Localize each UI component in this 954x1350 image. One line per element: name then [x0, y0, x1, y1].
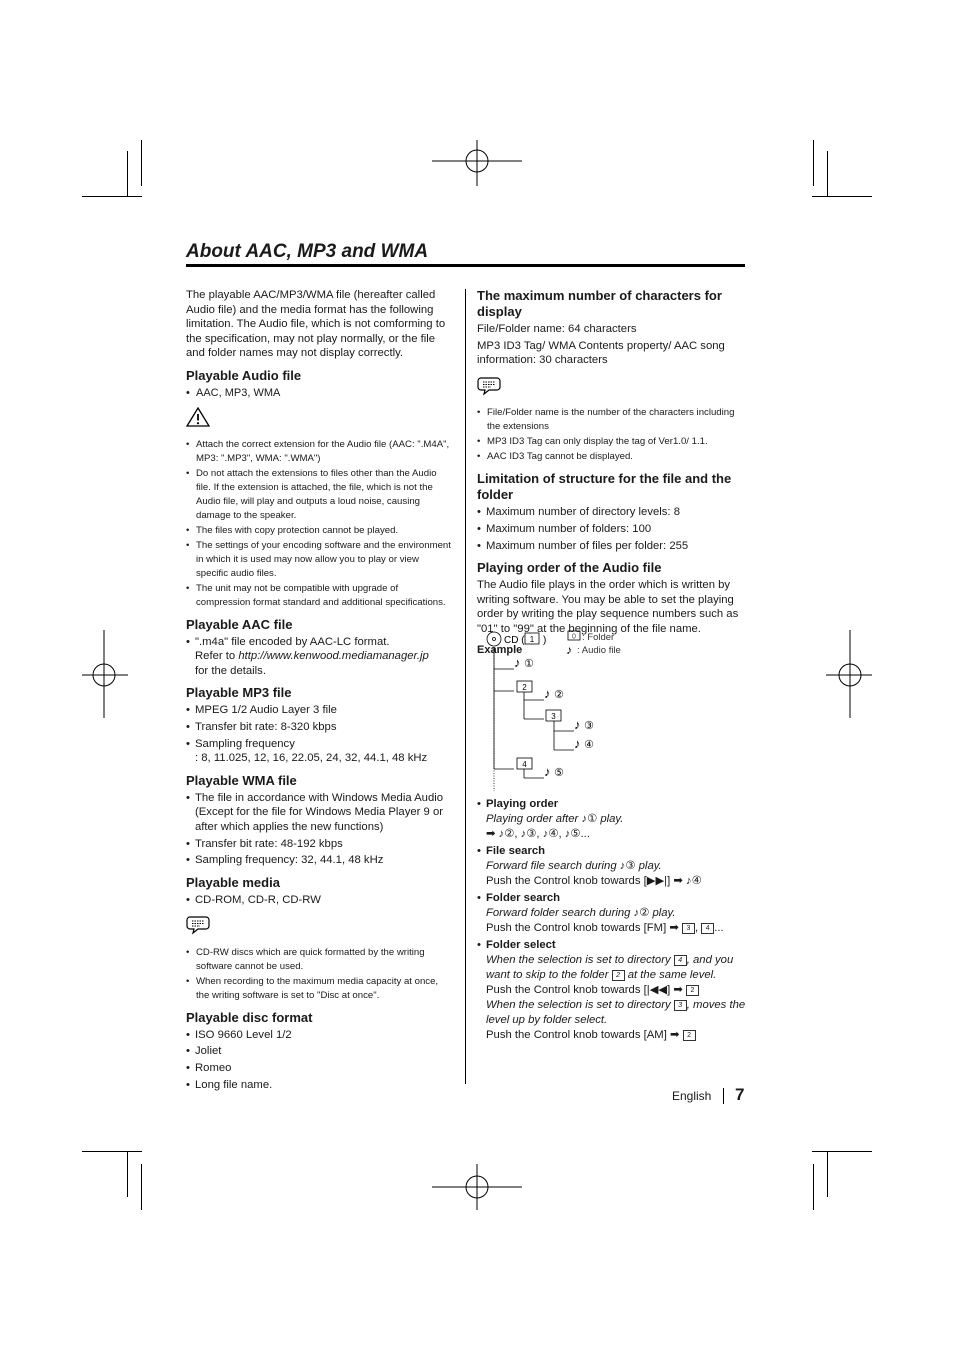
list-item: • CD-RW discs which are quick formatted by the writing software cannot be used. [186, 946, 452, 974]
legend-folder: : Folder [582, 632, 615, 643]
music-note-icon: ♪ [514, 655, 521, 670]
max-chars-line2: MP3 ID3 Tag/ WMA Contents property/ AAC song information: 30 characters [477, 339, 725, 367]
list-item: • Attach the correct extension for the Audio file (AAC: ".M4A", MP3: ".MP3", WMA: ".WMA") [186, 438, 452, 466]
svg-text:②: ② [554, 689, 564, 701]
media-list [186, 893, 452, 908]
warning-icon [186, 407, 210, 432]
heading-playable-mp3-file: Playable MP3 file [186, 685, 292, 701]
right-column [477, 288, 747, 659]
note-icon [186, 915, 210, 940]
music-note-icon: ♪ [544, 764, 551, 779]
crop-mark [813, 140, 814, 186]
list-item: • AAC, MP3, WMA [186, 386, 452, 400]
list-item: • AAC ID3 Tag cannot be displayed. [477, 450, 747, 464]
list-item: • Maximum number of folders: 100 [477, 522, 747, 537]
registration-mark-right [826, 628, 872, 720]
list-item: • Folder search Forward folder search during ♪② play. Push the Control knob towards [FM] ➡ 3 , 4 ... [477, 891, 752, 936]
list-item: • File search Forward file search during ♪③ play. Push the Control knob towards [▶▶|] ➡ ♪④ [477, 844, 752, 889]
page-number: 7 [735, 1085, 745, 1104]
list-item [186, 635, 452, 679]
crop-mark [812, 1151, 872, 1152]
heading-playable-audio-file: Playable Audio file [186, 367, 302, 383]
registration-mark-top [430, 140, 524, 186]
footer-divider [723, 1088, 724, 1104]
folder-icon: 2 [686, 985, 699, 996]
list-item: • Sampling frequency: 32, 44.1, 48 kHz [186, 853, 452, 868]
root-close: ) [543, 635, 547, 646]
crop-mark [827, 151, 828, 197]
warning-list [186, 438, 452, 610]
svg-text:2: 2 [522, 683, 527, 692]
list-item: • The file in accordance with Windows Media Audio (Except for the file for Windows Media Player 9 or after which applies the new functions) [186, 791, 452, 835]
playing-order-text: The Audio file plays in the order which is written by writing software. You may be able to set the playing order by writing the play sequence numbers such as "01" to "99" at the beginning of the file name. [477, 579, 739, 635]
list-item: • Joliet [186, 1044, 452, 1059]
heading-playable-media: Playable media [186, 874, 280, 890]
left-column [186, 288, 452, 1094]
note-icon [477, 376, 501, 401]
registration-mark-bottom [430, 1164, 524, 1210]
svg-text:③: ③ [584, 720, 594, 732]
heading-limitation-structure: Limitation of structure for the file and the folder [477, 471, 732, 503]
list-item: • File/Folder name is the number of the characters including the extensions [477, 406, 747, 434]
audio-file-list [186, 386, 452, 400]
file-search-label: • File search [486, 845, 546, 857]
crop-mark [82, 196, 142, 197]
refer-prefix: Refer to [195, 650, 236, 663]
list-item: • Maximum number of files per folder: 255 [477, 539, 747, 554]
mp3-file-list [186, 703, 452, 765]
list-item: • Romeo [186, 1061, 452, 1076]
crop-mark [141, 140, 142, 186]
list-item: • Long file name. [186, 1078, 452, 1093]
max-chars-notes [477, 406, 747, 464]
title-rule [186, 264, 745, 267]
media-notes [186, 946, 452, 1003]
heading-playable-aac-file: Playable AAC file [186, 616, 293, 632]
limitation-list [477, 505, 747, 553]
crop-mark [812, 196, 872, 197]
example-label: Example [477, 643, 523, 656]
wma-file-list [186, 791, 452, 868]
root-label: CD ( [504, 635, 525, 646]
list-item: • Folder select When the selection is set to directory 4 , and you want to skip to the folder 2 at the same level. Push the Control knob towards [|◀◀] ➡ 2 When the selection is set to directory 3 , moves the level up by folder select. Push the Control knob towards [AM] ➡ 2 [477, 938, 752, 1043]
heading-playable-wma-file: Playable WMA file [186, 772, 297, 788]
aac-format-text: ".m4a" file encoded by AAC-LC format. [195, 635, 390, 648]
file-label: ① [524, 658, 534, 670]
list-item: • MPEG 1/2 Audio Layer 3 file [186, 703, 452, 718]
music-note-icon: ♪ [566, 643, 572, 657]
svg-text:4: 4 [522, 760, 527, 769]
kenwood-url-link[interactable]: http://www.kenwood.mediamanager.jp [238, 650, 429, 663]
music-note-icon: ♪ [574, 736, 581, 751]
list-item [186, 737, 452, 766]
disc-format-list [186, 1028, 452, 1092]
list-item: • CD-ROM, CD-R, CD-RW [186, 893, 452, 908]
list-item: • Do not attach the extensions to files other than the Audio file. If the extension is attached, the file, which is not the Audio file, will play and outputs a loud noise, causing damage to the speaker. [186, 467, 452, 523]
folder-icon: 2 [612, 970, 625, 981]
folder-search-label: • Folder search [486, 892, 561, 904]
list-item: • Transfer bit rate: 8-320 kbps [186, 720, 452, 735]
list-item: • Maximum number of directory levels: 8 [477, 505, 747, 520]
folder-icon: 4 [701, 923, 714, 934]
list-item: • Transfer bit rate: 48-192 kbps [186, 837, 452, 852]
crop-mark [827, 1151, 828, 1197]
svg-text:0: 0 [572, 633, 576, 641]
svg-text:3: 3 [551, 712, 556, 721]
crop-mark [813, 1164, 814, 1210]
order-items [477, 797, 752, 1045]
heading-playing-order: Playing order of the Audio file [477, 560, 662, 576]
sampling-label: Sampling frequency [195, 737, 295, 750]
list-item: • ISO 9660 Level 1/2 [186, 1028, 452, 1043]
heading-max-characters: The maximum number of characters for display [477, 288, 722, 319]
folder-icon: 3 [682, 923, 695, 934]
folder-icon: 4 [674, 955, 687, 966]
column-divider [465, 289, 466, 1084]
list-item: • The settings of your encoding software and the environment in which it is used may now allow you to play or view specific audio files. [186, 539, 452, 581]
list-item: • The files with copy protection cannot be played. [186, 524, 452, 538]
list-item: • The unit may not be compatible with upgrade of compression format standard and additional specifications. [186, 582, 452, 610]
svg-text:⑤: ⑤ [554, 767, 564, 779]
registration-mark-left [82, 628, 128, 720]
folder-icon: 2 [683, 1030, 696, 1041]
aac-file-list [186, 635, 452, 679]
refer-suffix: for the details. [195, 664, 266, 677]
folder-tree-diagram [480, 628, 660, 794]
music-note-icon: ♪ [544, 686, 551, 701]
svg-text:④: ④ [584, 739, 594, 751]
crop-mark [141, 1164, 142, 1210]
legend-audio: : Audio file [577, 645, 621, 656]
folder-select-label: • Folder select [486, 939, 556, 951]
crop-mark [127, 1151, 128, 1197]
crop-mark [82, 1151, 142, 1152]
intro-paragraph: The playable AAC/MP3/WMA file (hereafter called Audio file) and the media format has the following limitation. The Audio file, which is not comforming to the specification, may not play normally, or the file and folder names may not display correctly. [186, 289, 446, 360]
playing-order-label: • Playing order [486, 798, 559, 810]
footer-language: English [672, 1089, 712, 1103]
list-item: • MP3 ID3 Tag can only display the tag of Ver1.0/ 1.1. [477, 435, 747, 449]
page-title: About AAC, MP3 and WMA [186, 241, 429, 262]
music-note-icon: ♪ [574, 717, 581, 732]
heading-playable-disc-format: Playable disc format [186, 1009, 313, 1025]
max-chars-line1: File/Folder name: 64 characters [477, 323, 637, 335]
crop-mark [127, 151, 128, 197]
folder-icon: 3 [674, 1000, 687, 1011]
list-item: • Playing order Playing order after ♪① play. ➡ ♪②, ♪③, ♪④, ♪⑤... [477, 797, 752, 842]
list-item: • When recording to the maximum media capacity at once, the writing software is set to "Disc at once". [186, 975, 452, 1003]
folder-label: 1 [529, 635, 535, 644]
cd-disc-icon [487, 632, 501, 646]
sampling-values: : 8, 11.025, 12, 16, 22.05, 24, 32, 44.1, 48 kHz [195, 752, 428, 765]
